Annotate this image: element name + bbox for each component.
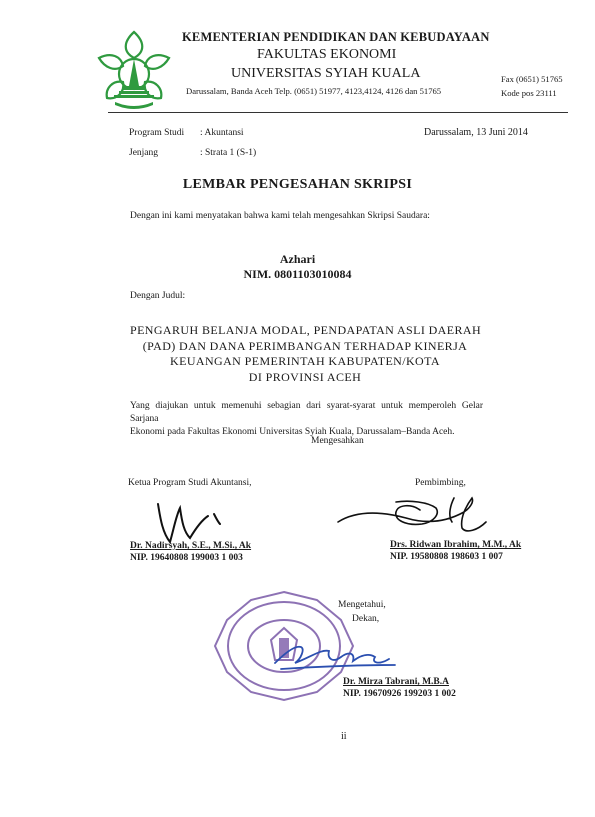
student-name: Azhari [279,252,316,266]
advisor-signature [336,492,496,544]
level-label: Jenjang [129,148,159,158]
purpose-line: Ekonomi pada Fakultas Ekonomi Universitas Syiah Kuala, Darussalam–Banda Aceh. [130,427,455,437]
thesis-title-label: Dengan Judul: [130,291,186,301]
advisor-nip: NIP. 19580808 198603 1 007 [390,552,503,562]
place-date: Darussalam, 13 Juni 2014 [424,127,528,138]
dean-name: Dr. Mirza Tabrani, M.B.A [343,677,449,687]
head-signature [154,498,244,546]
thesis-title-line: DI PROVINSI ACEH [248,369,362,384]
thesis-title-line: KEUANGAN PEMERINTAH KABUPATEN/KOTA [170,354,440,368]
thesis-title [130,323,480,385]
purpose-paragraph [130,400,483,439]
dean-nip: NIP. 19670926 199203 1 002 [343,689,456,699]
thesis-title-line: PENGARUH BELANJA MODAL, PENDAPATAN ASLI DAERAH [130,323,482,337]
advisor-name: Drs. Ridwan Ibrahim, M.M., Ak [390,540,522,550]
advisor-label: Pembimbing, [415,478,466,488]
intro-text: Dengan ini kami menyatakan bahwa kami telah mengesahkan Skripsi Saudara: [130,211,430,221]
page-number: ii [341,731,347,742]
header-divider [108,112,568,113]
dean-label: Dekan, [352,614,380,624]
thesis-title-line: (PAD) DAN DANA PERIMBANGAN TERHADAP KINERJA [142,338,468,353]
address-line: Darussalam, Banda Aceh Telp. (0651) 51977, 4123,4124, 4126 dan 51765 [186,86,442,96]
ministry-heading: KEMENTERIAN PENDIDIKAN DAN KEBUDAYAAN [182,30,490,44]
university-logo-icon [93,28,175,112]
acknowledge-label: Mengetahui, [338,600,386,610]
document-title: LEMBAR PENGESAHAN SKRIPSI [182,177,413,192]
head-of-program-label: Ketua Program Studi Akuntansi, [128,478,252,488]
endorse-label: Mengesahkan [311,436,364,446]
level-value: : Strata 1 (S-1) [200,148,257,158]
postal-code: Kode pos 23111 [501,88,557,98]
fax-number: Fax (0651) 51765 [501,74,563,84]
purpose-line: Yang diajukan untuk memenuhi sebagian dari syarat-syarat untuk memperoleh Gelar Sarjana [130,401,483,424]
dean-signature [271,635,401,675]
program-label: Program Studi [129,128,185,138]
student-nim: NIM. 0801103010084 [243,267,352,281]
head-name: Dr. Nadirsyah, S.E., M.Si., Ak [130,541,252,551]
faculty-heading: FAKULTAS EKONOMI [257,47,397,62]
head-nip: NIP. 19640808 199003 1 003 [130,553,243,563]
university-heading: UNIVERSITAS SYIAH KUALA [231,66,421,81]
program-value: : Akuntansi [200,128,244,138]
